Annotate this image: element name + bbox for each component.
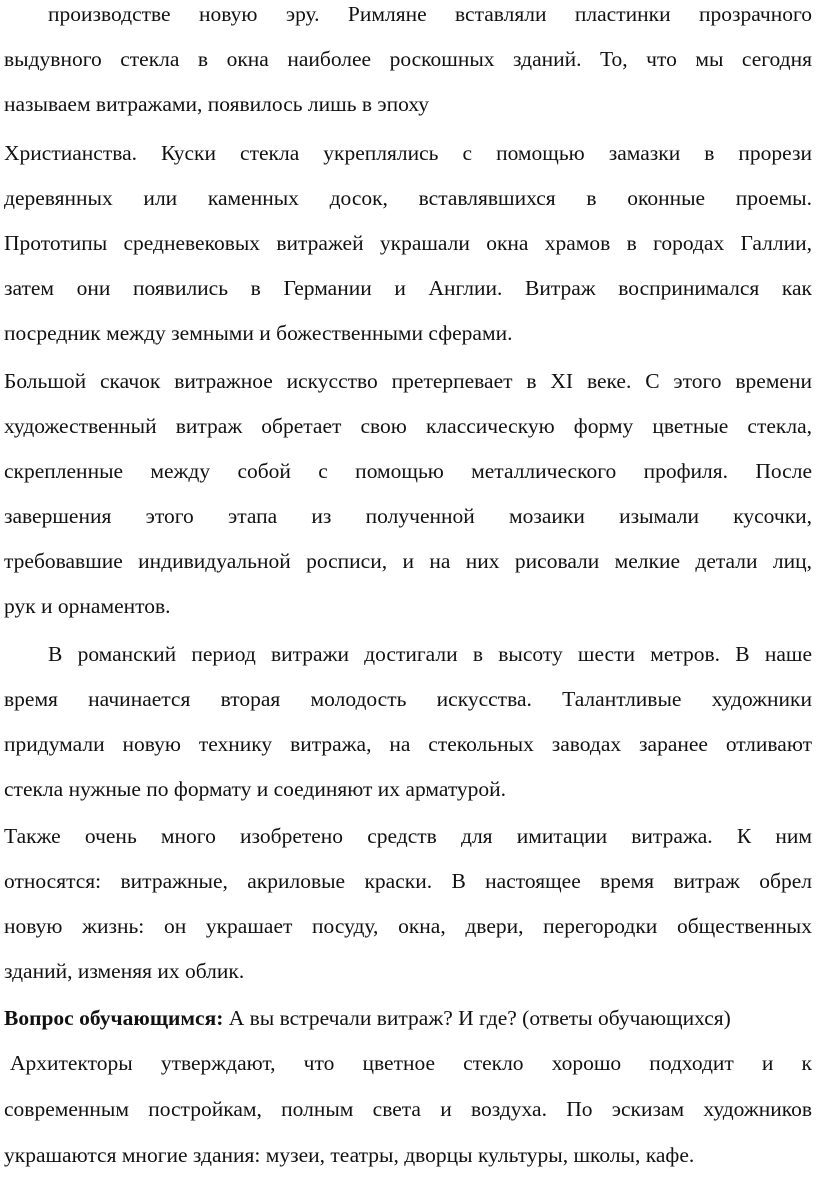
text-line: завершения этого этапа из полученной мозаики изымали кусочки, xyxy=(4,504,812,528)
text-line: рук и орнаментов. xyxy=(4,594,171,618)
text-line: деревянных или каменных досок, вставлявшихся в оконные проемы. xyxy=(4,186,812,210)
text-line: Христианства. Куски стекла укреплялись с помощью замазки в прорези xyxy=(4,141,812,165)
question-label: Вопрос обучающимся: xyxy=(4,1006,224,1030)
text-line: называем витражами, появилось лишь в эпоху xyxy=(4,92,430,116)
text-line: время начинается вторая молодость искусства. Талантливые художники xyxy=(4,687,812,711)
text-line: требовавшие индивидуальной росписи, и на них рисовали мелкие детали лиц, xyxy=(4,549,812,573)
text-line: украшаются многие здания: музеи, театры, дворцы культуры, школы, кафе. xyxy=(4,1143,695,1167)
question-line xyxy=(4,996,812,1042)
text-line: современным постройкам, полным света и воздуха. По эскизам художников xyxy=(4,1097,812,1121)
text-line: затем они появились в Германии и Англии. Витраж воспринимался как xyxy=(4,276,812,300)
text-line: производстве новую эру. Римляне вставляли пластинки прозрачного xyxy=(48,2,812,26)
question-text: А вы встречали витраж? И где? (ответы обучающихся) xyxy=(228,1006,731,1030)
text-line: стекла нужные по формату и соединяют их арматурой. xyxy=(4,777,507,801)
text-line: посредник между земными и божественными сферами. xyxy=(4,321,513,345)
text-line: Также очень много изобретено средств для имитации витража. К ним xyxy=(4,824,812,848)
text-line: Большой скачок витражное искусство претерпевает в XI веке. С этого времени xyxy=(4,369,812,393)
text-line: выдувного стекла в окна наиболее роскошных зданий. То, что мы сегодня xyxy=(4,47,812,71)
text-line: придумали новую технику витража, на стекольных заводах заранее отливают xyxy=(4,732,812,756)
text-line: Архитекторы утверждают, что цветное стекло хорошо подходит и к xyxy=(10,1051,812,1075)
text-line: художественный витраж обретает свою классическую форму цветные стекла, xyxy=(4,414,812,438)
text-line: зданий, изменяя их облик. xyxy=(4,959,245,983)
text-line: относятся: витражные, акриловые краски. В настоящее время витраж обрел xyxy=(4,869,812,893)
text-line: В романский период витражи достигали в высоту шести метров. В наше xyxy=(48,642,812,666)
text-line: новую жизнь: он украшает посуду, окна, двери, перегородки общественных xyxy=(4,914,812,938)
text-line: Прототипы средневековых витражей украшали окна храмов в городах Галлии, xyxy=(4,231,812,255)
text-line: скрепленные между собой с помощью металлического профиля. После xyxy=(4,459,812,483)
